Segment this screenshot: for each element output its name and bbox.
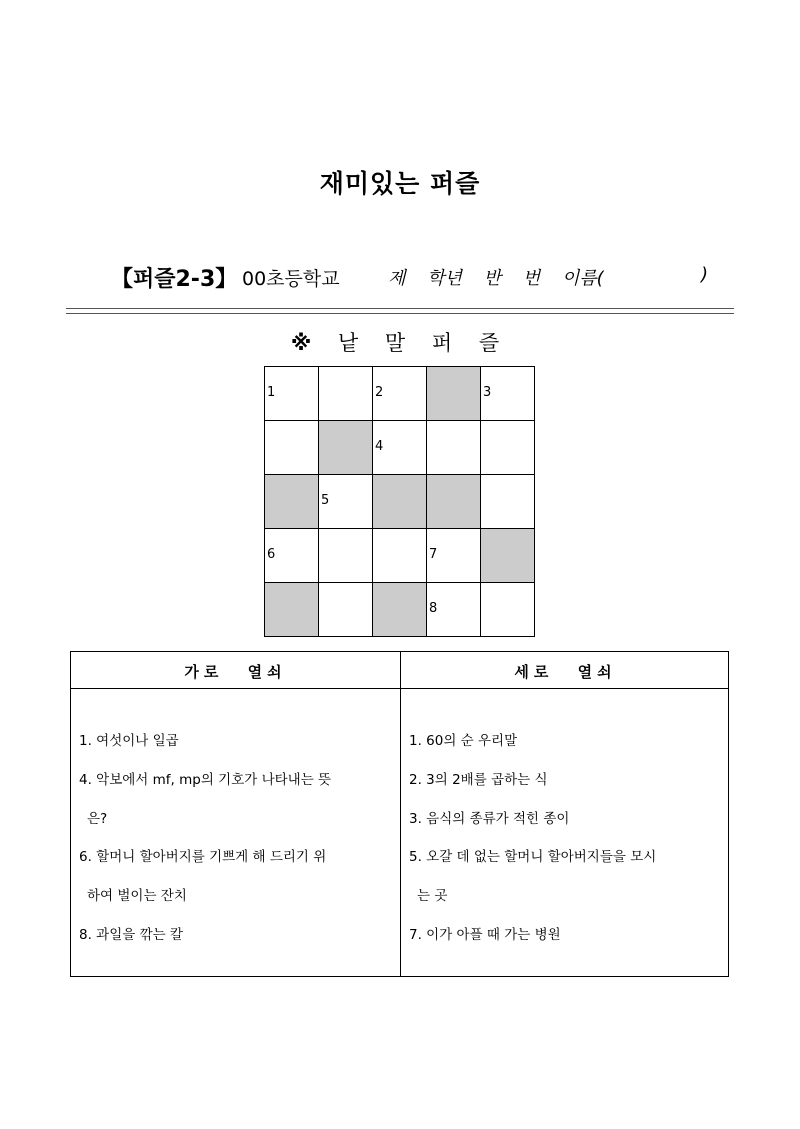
student-info: 제 학년 반 번 이름( xyxy=(388,268,604,289)
across-clues xyxy=(79,722,393,955)
cell-number: 1 xyxy=(267,385,276,400)
grid-cell[interactable] xyxy=(481,475,535,529)
down-header: 세로 열쇠 xyxy=(514,663,617,681)
across-header: 가로 열쇠 xyxy=(184,663,287,681)
down-clue: 7. 이가 아플 때 가는 병원 xyxy=(409,926,561,943)
grid-cell[interactable] xyxy=(319,583,373,637)
crossword-grid xyxy=(264,366,535,637)
across-clue: 4. 악보에서 mf, mp의 기호가 나타내는 뜻 xyxy=(79,771,332,788)
worksheet-header xyxy=(111,262,731,296)
puzzle-subtitle xyxy=(0,327,800,357)
grid-cell[interactable] xyxy=(481,367,535,421)
grid-cell[interactable] xyxy=(319,475,373,529)
across-clue-continuation: 은? xyxy=(87,810,108,827)
grid-cell[interactable] xyxy=(481,583,535,637)
cell-number: 2 xyxy=(375,385,384,400)
grid-cell[interactable] xyxy=(373,421,427,475)
grid-cell[interactable] xyxy=(427,583,481,637)
page-title: 재미있는 퍼즐 xyxy=(319,169,481,198)
student-info-line xyxy=(388,264,709,290)
grid-cell[interactable] xyxy=(373,529,427,583)
shaded-cell xyxy=(373,475,427,529)
puzzle-label: 【퍼즐2-3】 xyxy=(111,267,238,292)
down-clue: 5. 오갈 데 없는 할머니 할아버지들을 모시 xyxy=(409,849,657,866)
down-clue-continuation: 는 곳 xyxy=(417,888,448,905)
shaded-cell xyxy=(265,475,319,529)
grid-cell[interactable] xyxy=(265,367,319,421)
grid-cell[interactable] xyxy=(319,367,373,421)
cell-number: 7 xyxy=(429,547,438,562)
across-clue: 8. 과일을 깎는 칼 xyxy=(79,926,183,943)
cell-number: 5 xyxy=(321,493,330,508)
close-paren: ) xyxy=(701,264,709,285)
reference-mark: ※ xyxy=(290,331,322,355)
down-clue: 1. 60의 순 우리말 xyxy=(409,733,518,749)
grid-cell[interactable] xyxy=(427,421,481,475)
grid-cell[interactable] xyxy=(481,421,535,475)
grid-cell[interactable] xyxy=(265,529,319,583)
header-divider xyxy=(71,688,728,689)
down-clues xyxy=(409,722,723,955)
grid-cell[interactable] xyxy=(373,367,427,421)
school-name: 00초등학교 xyxy=(242,268,340,290)
across-clue: 6. 할머니 할아버지를 기쁘게 해 드리기 위 xyxy=(79,849,327,866)
shaded-cell xyxy=(427,367,481,421)
shaded-cell xyxy=(265,583,319,637)
column-divider xyxy=(400,652,401,976)
grid-cell[interactable] xyxy=(319,529,373,583)
subtitle-text: 낱 말 퍼 즐 xyxy=(337,331,510,355)
down-clue: 2. 3의 2배를 곱하는 식 xyxy=(409,771,548,788)
shaded-cell xyxy=(373,583,427,637)
cell-number: 3 xyxy=(483,385,492,400)
cell-number: 6 xyxy=(267,547,276,562)
shaded-cell xyxy=(481,529,535,583)
clue-table xyxy=(70,651,729,977)
cell-number: 8 xyxy=(429,601,438,616)
grid-cell[interactable] xyxy=(427,529,481,583)
down-clue: 3. 음식의 종류가 적힌 종이 xyxy=(409,810,570,827)
cell-number: 4 xyxy=(375,439,384,454)
across-clue-continuation: 하여 벌이는 잔치 xyxy=(87,888,187,905)
shaded-cell xyxy=(427,475,481,529)
shaded-cell xyxy=(319,421,373,475)
across-clue: 1. 여섯이나 일곱 xyxy=(79,733,179,749)
double-divider xyxy=(66,308,734,314)
grid-cell[interactable] xyxy=(265,421,319,475)
